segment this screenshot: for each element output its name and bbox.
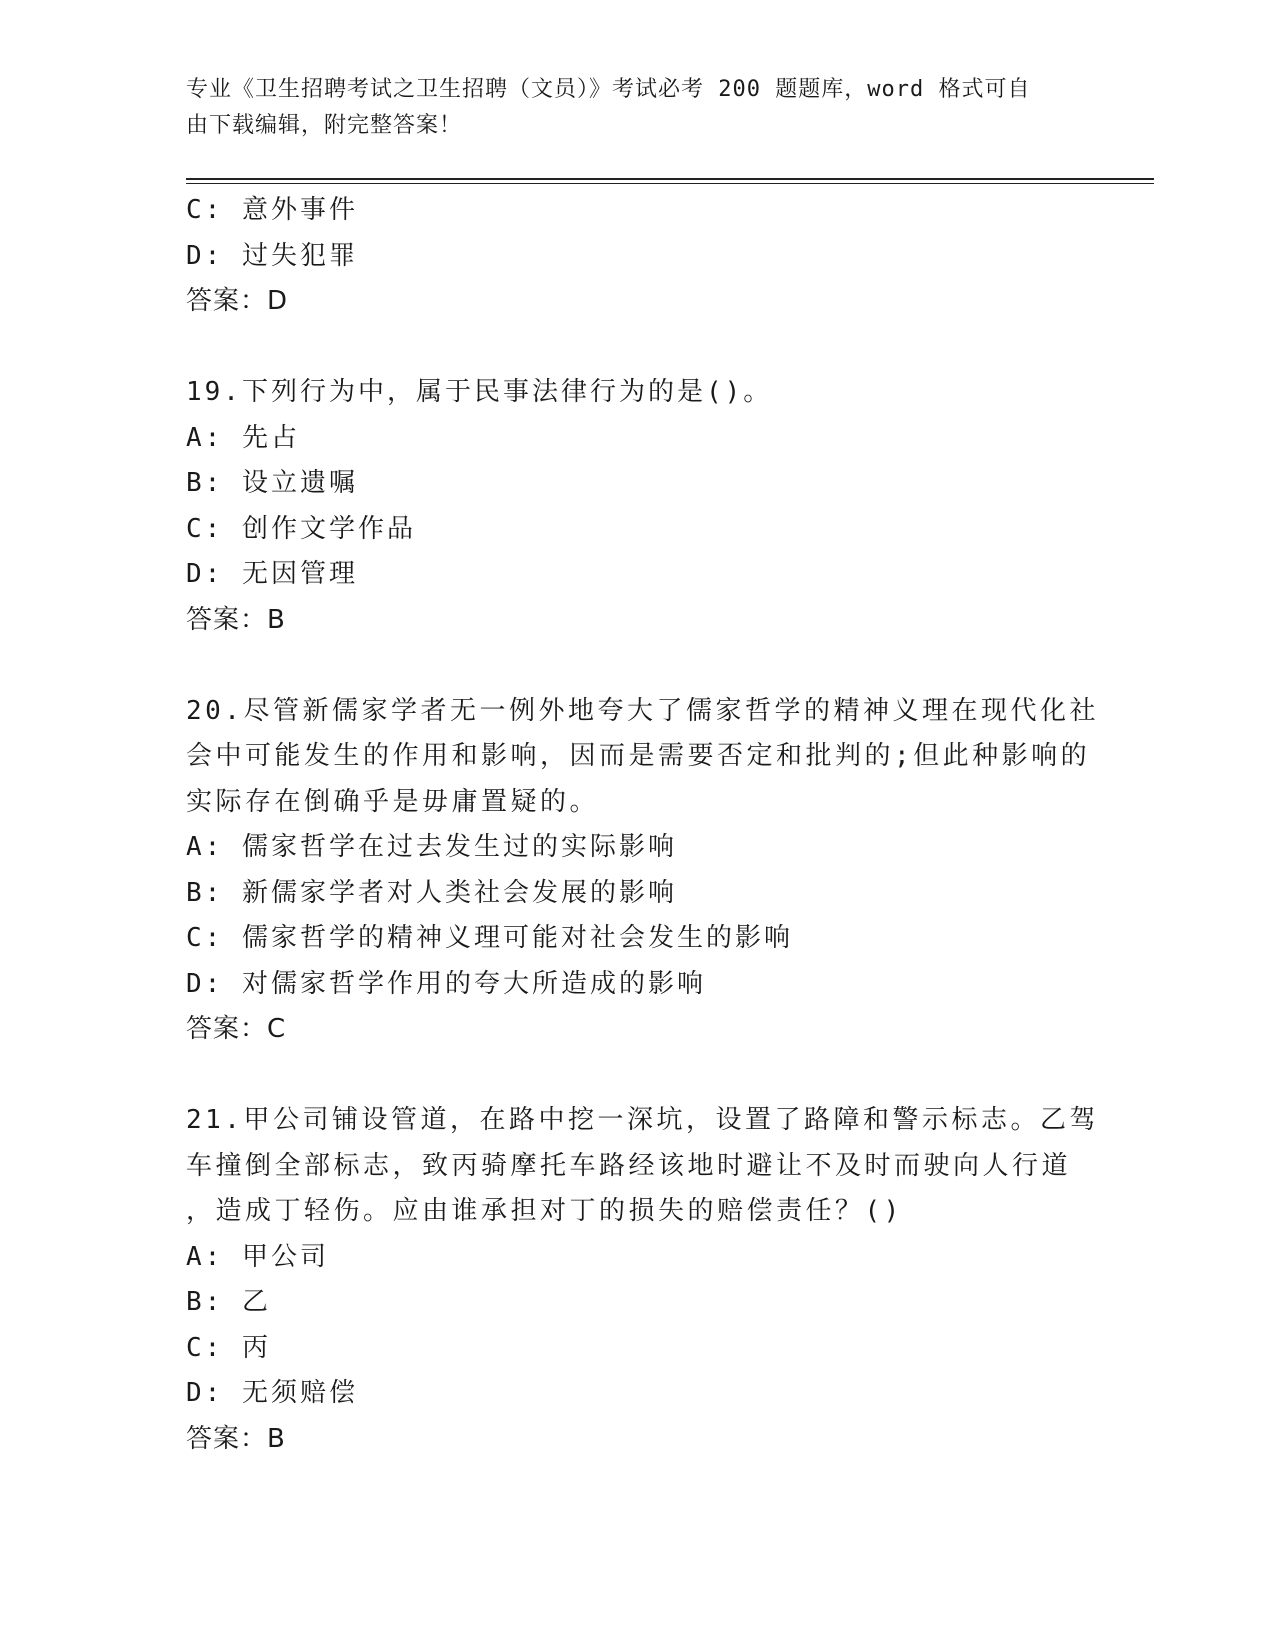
question-stem-line-3: ，造成丁轻伤。应由谁承担对丁的损失的赔偿责任？() xyxy=(186,1196,903,1226)
option-c: C: 意外事件 xyxy=(186,195,358,225)
option-b: B: 乙 xyxy=(186,1287,271,1317)
question-stem-line-2: 车撞倒全部标志，致丙骑摩托车路经该地时避让不及时而驶向人行道 xyxy=(186,1150,1072,1181)
question-20-options xyxy=(186,825,1086,1053)
question-20 xyxy=(186,689,1099,826)
document-header xyxy=(186,72,1066,144)
option-b: B: 新儒家学者对人类社会发展的影响 xyxy=(186,877,677,908)
answer-label: 答案：B xyxy=(186,604,286,635)
header-divider xyxy=(186,178,1154,184)
question-21 xyxy=(186,1098,1099,1235)
option-a: A: 甲公司 xyxy=(186,1241,329,1272)
question-stem-line-1: 20.尽管新儒家学者无一例外地夸大了儒家哲学的精神义理在现代化社 xyxy=(186,695,1099,726)
option-d: D: 无须赔偿 xyxy=(186,1378,358,1408)
option-d: D: 对儒家哲学作用的夸大所造成的影响 xyxy=(186,968,706,999)
question-stem-line-3: 实际存在倒确乎是毋庸置疑的。 xyxy=(186,786,600,817)
question-stem-line-1: 21.甲公司铺设管道，在路中挖一深坑，设置了路障和警示标志。乙驾 xyxy=(186,1105,1099,1135)
question-list xyxy=(186,188,1099,1462)
answer-label: 答案：D xyxy=(186,286,289,316)
question-18-tail xyxy=(186,188,1086,325)
option-d: D: 无因管理 xyxy=(186,559,358,589)
question-21-options xyxy=(186,1235,1086,1463)
answer-label: 答案：B xyxy=(186,1423,286,1454)
question-stem: 19.下列行为中，属于民事法律行为的是()。 xyxy=(186,377,773,407)
option-a: A: 先占 xyxy=(186,422,300,453)
option-c: C: 儒家哲学的精神义理可能对社会发生的影响 xyxy=(186,923,793,953)
option-c: C: 创作文学作品 xyxy=(186,513,416,544)
option-c: C: 丙 xyxy=(186,1332,271,1363)
answer-label: 答案：C xyxy=(186,1014,287,1044)
spacer xyxy=(186,643,1086,689)
option-d: D: 过失犯罪 xyxy=(186,240,358,271)
option-a: A: 儒家哲学在过去发生过的实际影响 xyxy=(186,832,677,862)
spacer xyxy=(186,1053,1086,1099)
option-b: B: 设立遗嘱 xyxy=(186,468,358,498)
spacer xyxy=(186,325,1086,371)
header-title-line-1: 专业《卫生招聘考试之卫生招聘（文员）》考试必考 200 题题库，word 格式可自 xyxy=(186,77,1031,102)
question-19 xyxy=(186,370,1086,643)
question-stem-line-2: 会中可能发生的作用和影响，因而是需要否定和批判的;但此种影响的 xyxy=(186,741,1091,771)
header-title-line-2: 由下载编辑，附完整答案！ xyxy=(186,113,463,138)
